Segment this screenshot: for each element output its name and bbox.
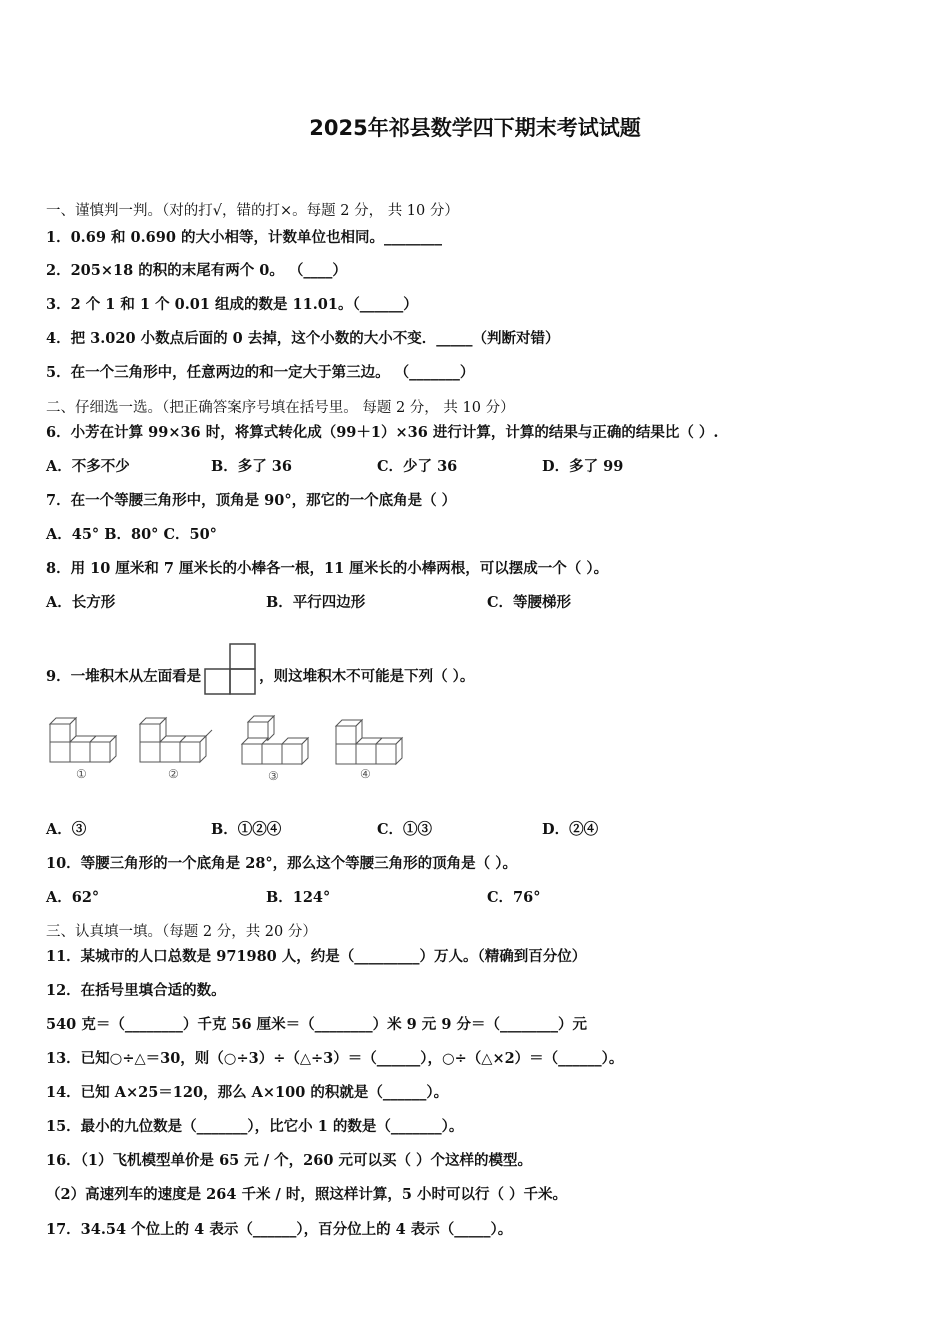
question-16-part-2: （2）高速列车的速度是 264 千米 / 时，照这样计算，5 小时可以行（ ）千米。 bbox=[46, 1186, 568, 1203]
cube-figure-1 bbox=[46, 712, 120, 784]
q8-option-a: A．长方形 bbox=[46, 594, 116, 611]
left-view-icon bbox=[204, 643, 256, 711]
question-16-part-1: 16．（1）飞机模型单价是 65 元 / 个，260 元可以买（ ）个这样的模型。 bbox=[46, 1152, 533, 1169]
question-2: 2．205×18 的积的末尾有两个 0。 （____） bbox=[46, 262, 347, 279]
cube-figure-2 bbox=[136, 712, 220, 784]
question-8: 8．用 10 厘米和 7 厘米长的小棒各一根，11 厘米长的小棒两根，可以摆成一个（ ）。 bbox=[46, 560, 609, 577]
cube-figure-label-3: ③ bbox=[268, 769, 279, 783]
q9-text-end: ，则这堆积木不可能是下列（ ）。 bbox=[259, 668, 475, 685]
section-2-heading: 二、仔细选一选。（把正确答案序号填在括号里。 每题 2 分， 共 10 分） bbox=[46, 400, 515, 416]
cube-figure-3 bbox=[238, 712, 318, 784]
question-12-items: 540 克＝（________）千克 56 厘米＝（________）米 9 元 9 分＝（________）元 bbox=[46, 1016, 587, 1033]
q9-option-c: C．①③ bbox=[377, 821, 433, 838]
question-13: 13．已知○÷△＝30，则（○÷3）÷（△÷3）＝（______），○÷（△×2）＝（______）。 bbox=[46, 1050, 624, 1067]
cube-figure-label-1: ① bbox=[76, 767, 87, 781]
section-3-heading: 三、认真填一填。（每题 2 分，共 20 分） bbox=[46, 924, 317, 940]
q9-option-d: D．②④ bbox=[542, 821, 599, 838]
question-10: 10．等腰三角形的一个底角是 28°，那么这个等腰三角形的顶角是（ ）。 bbox=[46, 855, 517, 872]
question-9 bbox=[46, 643, 474, 711]
question-6: 6．小芳在计算 99×36 时，将算式转化成（99＋1）×36 进行计算，计算的结果与正确的结果比（ ）. bbox=[46, 424, 719, 441]
q6-option-d: D．多了 99 bbox=[542, 458, 624, 475]
question-1: 1．0.69 和 0.690 的大小相等，计数单位也相同。________ bbox=[46, 229, 442, 246]
question-5: 5．在一个三角形中，任意两边的和一定大于第三边。 （_______） bbox=[46, 364, 475, 381]
q9-text-start: 9．一堆积木从左面看是 bbox=[46, 668, 202, 685]
section-1-heading: 一、谨慎判一判。（对的打√，错的打×。每题 2 分， 共 10 分） bbox=[46, 203, 459, 219]
q9-option-b: B．①②④ bbox=[211, 821, 282, 838]
q8-option-c: C．等腰梯形 bbox=[487, 594, 572, 611]
question-14: 14．已知 A×25＝120，那么 A×100 的积就是（______）。 bbox=[46, 1084, 449, 1101]
cube-figure-label-4: ④ bbox=[360, 767, 371, 781]
q10-option-a: A．62° bbox=[46, 889, 100, 906]
question-3: 3．2 个 1 和 1 个 0.01 组成的数是 11.01。（______） bbox=[46, 296, 418, 313]
page-title: 2025年祁县数学四下期末考试试题 bbox=[309, 116, 641, 140]
q7-options: A．45° B．80° C．50° bbox=[46, 526, 217, 543]
q6-option-a: A．不多不少 bbox=[46, 458, 130, 475]
question-11: 11．某城市的人口总数是 971980 人，约是（_________）万人。（精确到百分位） bbox=[46, 948, 587, 965]
question-15: 15．最小的九位数是（_______），比它小 1 的数是（_______）。 bbox=[46, 1118, 464, 1135]
cube-figure-4 bbox=[332, 712, 412, 784]
q6-option-b: B．多了 36 bbox=[211, 458, 292, 475]
question-17: 17．34.54 个位上的 4 表示（______），百分位上的 4 表示（_____）。 bbox=[46, 1221, 513, 1238]
q6-option-c: C．少了 36 bbox=[377, 458, 458, 475]
question-12: 12．在括号里填合适的数。 bbox=[46, 982, 226, 999]
q10-option-b: B．124° bbox=[266, 889, 331, 906]
question-4: 4．把 3.020 小数点后面的 0 去掉，这个小数的大小不变．_____（判断对错） bbox=[46, 330, 560, 347]
q8-option-b: B．平行四边形 bbox=[266, 594, 366, 611]
q9-option-a: A．③ bbox=[46, 821, 87, 838]
q10-option-c: C．76° bbox=[487, 889, 541, 906]
cube-figure-label-2: ② bbox=[168, 767, 179, 781]
question-7: 7．在一个等腰三角形中，顶角是 90°，那它的一个底角是（ ） bbox=[46, 492, 457, 509]
